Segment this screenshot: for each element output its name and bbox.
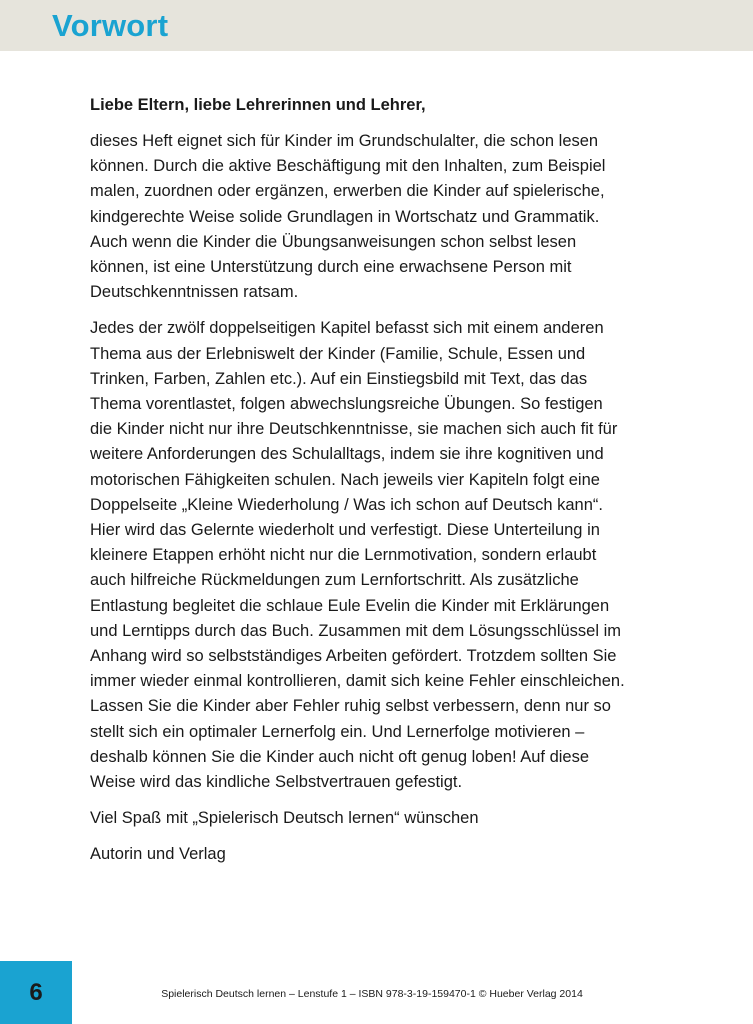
text-line: immer wieder einmal kontrollieren, damit sich keine Fehler einschleichen. bbox=[90, 672, 625, 691]
text-line: deshalb können Sie die Kinder auch nicht oft genug loben! Auf diese bbox=[90, 747, 590, 766]
salutation: Liebe Eltern, liebe Lehrerinnen und Lehrer, bbox=[90, 96, 426, 114]
footer-citation: Spielerisch Deutsch lernen – Lenstufe 1 – ISBN 978-3-19-159470-1 © Hueber Verlag 2014 bbox=[161, 988, 583, 1000]
closing-wish: Viel Spaß mit „Spielerisch Deutsch lernen“ wünschen bbox=[90, 809, 479, 828]
text-line: Hier wird das Gelernte wiederholt und verfestigt. Diese Unterteilung in bbox=[90, 521, 600, 540]
text-line: kindgerechte Weise solide Grundlagen in Wortschatz und Grammatik. bbox=[90, 207, 600, 226]
foreword-body bbox=[90, 93, 690, 878]
text-line: Thema vorentlastet, folgen abwechslungsreiche Übungen. So festigen bbox=[90, 395, 603, 414]
page-title: Vorwort bbox=[52, 8, 169, 43]
text-line: können, ist eine Unterstützung durch eine erwachsene Person mit bbox=[90, 258, 572, 277]
paragraph-chapters bbox=[90, 316, 690, 795]
text-line: weitere Anforderungen des Schulalltags, indem sie ihre kognitiven und bbox=[90, 445, 604, 464]
text-line: dieses Heft eignet sich für Kinder im Grundschulalter, die schon lesen bbox=[90, 132, 599, 150]
paragraph-intro bbox=[90, 129, 690, 305]
text-line: Doppelseite „Kleine Wiederholung / Was ich schon auf Deutsch kann“. bbox=[90, 495, 603, 514]
text-line: Auch wenn die Kinder die Übungsanweisungen schon selbst lesen bbox=[90, 232, 577, 251]
text-line: motorischen Fähigkeiten schulen. Nach jeweils vier Kapiteln folgt eine bbox=[90, 470, 600, 489]
text-line: die Kinder nicht nur ihre Deutschkenntnisse, sie machen sich auch fit für bbox=[90, 420, 618, 439]
text-line: und Lerntipps durch das Buch. Zusammen mit dem Lösungsschlüssel im bbox=[90, 621, 622, 640]
text-line: Trinken, Farben, Zahlen etc.). Auf ein Einstiegsbild mit Text, das das bbox=[90, 369, 588, 388]
text-line: stellt sich ein optimaler Lernerfolg ein. Und Lernerfolge motivieren – bbox=[90, 722, 585, 741]
text-line: kleinere Etappen erhöht nicht nur die Lernmotivation, sondern erlaubt bbox=[90, 546, 597, 565]
text-line: Lassen Sie die Kinder aber Fehler ruhig selbst verbessern, denn nur so bbox=[90, 697, 611, 716]
signature: Autorin und Verlag bbox=[90, 845, 226, 864]
page-number: 6 bbox=[29, 979, 43, 1006]
text-line: Weise wird das kindliche Selbstvertrauen gefestigt. bbox=[90, 773, 463, 792]
text-line: Jedes der zwölf doppelseitigen Kapitel befasst sich mit einem anderen bbox=[90, 319, 604, 338]
text-line: Thema aus der Erlebniswelt der Kinder (Familie, Schule, Essen und bbox=[90, 344, 586, 363]
text-line: können. Durch die aktive Beschäftigung mit den Inhalten, zum Beispiel bbox=[90, 157, 606, 176]
text-line: malen, zuordnen oder ergänzen, erwerben die Kinder auf spielerische, bbox=[90, 182, 605, 201]
header-band bbox=[0, 0, 753, 51]
text-line: Entlastung begleitet die schlaue Eule Evelin die Kinder mit Erklärungen bbox=[90, 596, 610, 615]
text-line: Anhang wird so selbstständiges Arbeiten gefördert. Trotzdem sollten Sie bbox=[90, 647, 617, 666]
page-number-box bbox=[0, 961, 72, 1024]
text-line: auch hilfreiche Rückmeldungen zum Lernfortschritt. Als zusätzliche bbox=[90, 571, 579, 590]
text-line: Deutschkenntnissen ratsam. bbox=[90, 283, 299, 302]
